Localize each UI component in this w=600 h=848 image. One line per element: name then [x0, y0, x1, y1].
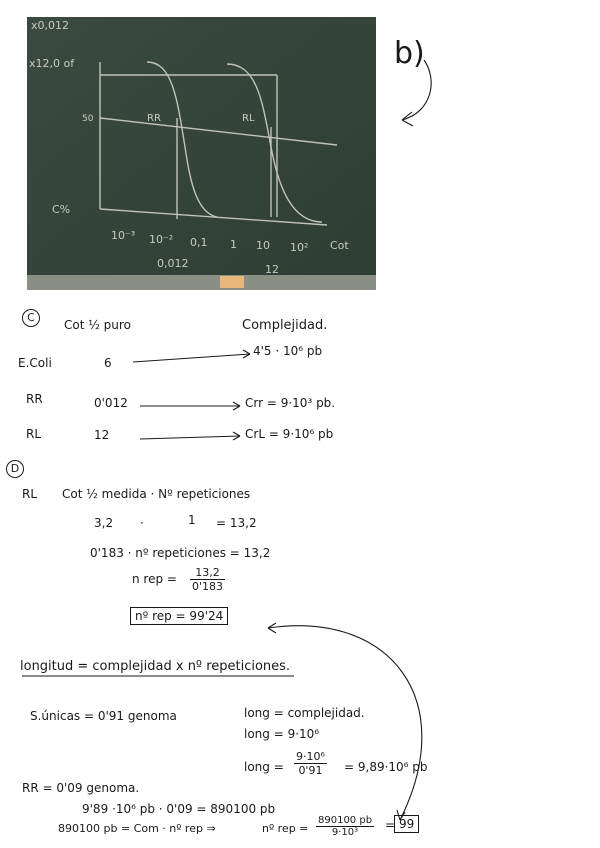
mark-label: 12 [265, 263, 279, 276]
nrep-result-box: nº rep = 99'24 [130, 607, 228, 625]
tick-label: 10⁻³ [111, 229, 136, 242]
tick-label: 1 [230, 238, 237, 251]
tick-label: 10 [256, 239, 270, 252]
curve-label-rr: RR [147, 113, 161, 124]
x-axis-label: Cot [330, 239, 349, 252]
long-line1: long = complejidad. [244, 706, 365, 720]
tick-label: 10⁻² [149, 233, 174, 246]
y-label-bottom: C% [52, 203, 71, 216]
long-fraction [294, 750, 327, 777]
row-result: CrL = 9·10⁶ pb [245, 427, 334, 441]
formula-line2-d: = 13,2 [216, 516, 257, 530]
final-numerator: 890100 pb [318, 815, 373, 826]
nrep-denominator: 0'183 [192, 580, 224, 593]
row-name: E.Coli [18, 356, 52, 370]
nrep-fraction [190, 566, 225, 593]
row-name: RL [26, 427, 42, 441]
row-result: Crr = 9·10³ pb. [245, 396, 336, 410]
long-line2: long = 9·10⁶ [244, 727, 320, 741]
long-line3-label: long = [244, 760, 284, 774]
long-denominator: 0'91 [298, 764, 323, 777]
col-header-cot: Cot ½ puro [64, 318, 131, 332]
section-c-marker: C [22, 309, 40, 327]
section-d-label: RL [22, 487, 38, 501]
final-fraction [316, 815, 374, 838]
rr-line: RR = 0'09 genoma. [22, 781, 140, 795]
final-label: nº rep = [262, 822, 309, 835]
formula-line3: 0'183 · nº repeticiones = 13,2 [90, 546, 271, 560]
tick-label: 10² [290, 241, 309, 254]
side-note: b) [394, 36, 425, 71]
y-label-mid: 50 [82, 114, 94, 124]
long-result: = 9,89·10⁶ pb [344, 760, 428, 774]
y-label-top1: x0,012 [31, 19, 70, 32]
final-left: 890100 pb = Com · nº rep ⇒ [58, 822, 216, 835]
s-unicas-line: S.únicas = 0'91 genoma [30, 709, 177, 723]
nrep-label: n rep = [132, 572, 177, 586]
row-value: 12 [94, 428, 110, 442]
y-label-top2: x12,0 of [29, 57, 75, 70]
formula-line2-a: 3,2 [94, 516, 114, 530]
final-eq: = [385, 818, 396, 832]
row-value: 6 [104, 356, 112, 370]
longitud-formula: longitud = complejidad x nº repeticiones. [20, 659, 291, 674]
tick-label: 0,1 [190, 236, 208, 249]
col-header-complejidad: Complejidad. [242, 318, 328, 333]
nrep-numerator: 13,2 [190, 566, 225, 580]
rr-calc: 9'89 ·10⁶ pb · 0'09 = 890100 pb [82, 802, 276, 816]
formula-line2-b: · [140, 516, 144, 530]
long-numerator: 9·10⁶ [296, 750, 325, 763]
mark-label: 0,012 [157, 257, 189, 270]
final-denominator: 9·10³ [331, 827, 359, 838]
formula-line2-c: 1 [188, 513, 196, 527]
section-d-marker: D [6, 460, 24, 478]
formula-line1: Cot ½ medida · Nº repeticiones [62, 487, 251, 501]
row-result: 4'5 · 10⁶ pb [253, 344, 323, 358]
final-result-box: 99 [394, 815, 419, 833]
curve-label-rl: RL [242, 113, 255, 124]
row-value: 0'012 [94, 396, 128, 410]
row-name: RR [26, 392, 43, 406]
